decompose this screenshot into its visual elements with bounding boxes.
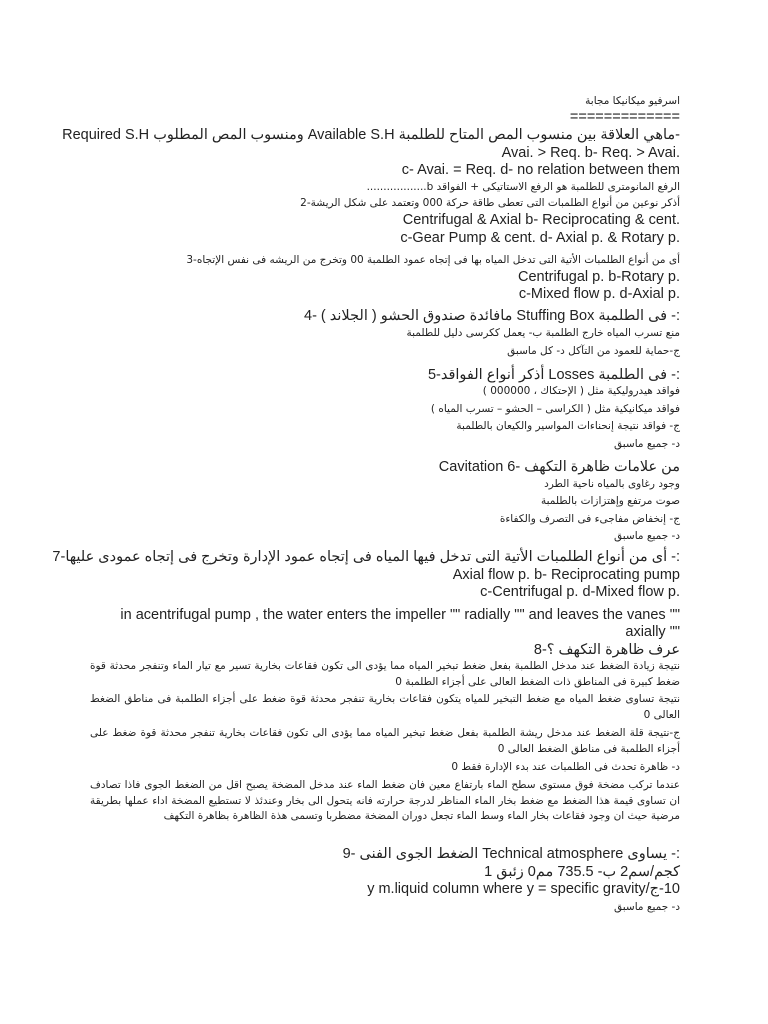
q6-option-c: ج- إنخفاض مفاجىء فى التصرف والكفاءة <box>499 513 680 525</box>
question-3: أى من أنواع الطلمبات الأتية التى تدخل المياه بها فى إتجاه عمود الطلمبة 00 وتخرج من الريشه فى نفس الإتجاه-3 <box>186 254 680 266</box>
question-7: :- أى من أنواع الطلمبات الأتية التى تدخل فيها المياه فى إتجاه عمود الإدارة وتخرج فى إتجاه عمودى عليها-7 <box>52 549 680 565</box>
q5-option-b: فواقد ميكانيكية مثل ( الكراسى – الحشو – تسرب المياه ) <box>430 403 680 415</box>
question-2: أذكر نوعين من أنواع الطلمبات التى تعطى طاقة حركة 000 وتعتمد على شكل الريشة-2 <box>300 197 680 209</box>
q1-options-cd: c- Avai. = Req. d- no relation between them <box>401 162 680 178</box>
q1-options-ab: Avai. > Req. b- Req. > Avai. <box>501 145 680 161</box>
question-9: :- يساوى Technical atmosphere الضغط الجوى الفنى -9 <box>342 846 680 862</box>
question-1: Required S.H ومنسوب المص المطلوب Available S.H ماهي العلاقة بين منسوب المص المتاح للطلمبة- <box>62 127 680 143</box>
doc-title: اسرفيو ميكانيكا مجابة <box>585 95 680 107</box>
q7-options-cd: c-Centrifugal p. d-Mixed flow p. <box>480 584 680 600</box>
q1-answer: ..................b الرفع المانومترى للطلمبة هو الرفع الاستاتيكى + الفواقد <box>366 181 680 193</box>
question-5: :- فى الطلمبة Losses أذكر أنواع الفواقد-5 <box>427 367 680 383</box>
q2-options-ab: Centrifugal & Axial b- Reciprocating & cent. <box>402 212 680 228</box>
q6-option-a: وجود رغاوى بالمياه ناحية الطرد <box>544 478 680 490</box>
question-8: عرف ظاهرة التكهف ؟-8 <box>533 642 680 658</box>
q4-option-cd: ج-حماية للعمود من التآكل د- كل ماسبق <box>507 345 680 357</box>
q7-options-ab: Axial flow p. b- Reciprocating pump <box>452 567 680 583</box>
q4-option-ab: منع تسرب المياه خارج الطلمبة ب- يعمل ككرسى دليل للطلمبة <box>406 327 680 339</box>
q5-option-c: ج- فواقد نتيجة إنحناءات المواسير والكيعان بالطلمبة <box>456 420 680 432</box>
q9-options-ab: كجم/سم2 ب- 735.5 مم0 زئبق 1 <box>484 864 680 880</box>
q3-options-ab: Centrifugal p. b-Rotary p. <box>518 269 680 285</box>
q9-option-c: 10-ج/y m.liquid column where y = specific gravity <box>367 881 680 897</box>
separator-line: ============= <box>569 109 680 125</box>
q8-explanation: عندما تركب مضخة فوق مستوى سطح الماء بارتفاع معين فان ضغط الماء عند مدخل المضخة يصبح اقل من الضغط الجوى فاذا تصادف ان تساوى قيمة هذا الضغط مع ضغط بخار الماء المناظر لدرجة حرارته فانه يتحول الى بخار وعندئذ لا تستطيع المضخة اداء عملها بطريقة مرضية حيث ان وجود فقاعات بخار الماء وسط الماء تجعل دوران المضخة مضطربا وتسمى هذة الظاهرة بظاهرة التكهف <box>90 779 680 822</box>
q5-option-d: د- جميع ماسبق <box>613 438 680 450</box>
q2-options-cd: c-Gear Pump & cent. d- Axial p. & Rotary p. <box>400 230 680 246</box>
q9-option-d: د- جميع ماسبق <box>613 901 680 913</box>
q8-option-d: د- ظاهرة تحدث فى الطلمبات عند بدء الإدارة فقط 0 <box>451 761 680 773</box>
q3-options-cd: c-Mixed flow p. d-Axial p. <box>518 286 680 302</box>
q8-option-a: نتيجة زيادة الضغط عند مدخل الطلمبة بفعل ضغط تبخير المياه مما يؤدى الى تكون فقاعات بخارية تسير مع تيار الماء وتنفجر محدثة قوة ضغط كبيرة فى المناطق ذات الضغط العالى على أجزاء الطلمبة 0 <box>90 660 680 688</box>
q8-option-b: نتيجة تساوى ضغط المياه مع ضغط التبخير للمياه يتكون فقاعات بخارية تنفجر محدثة قوة ضغط على أجزاء الطلمبة فى مناطق الضغط العالى 0 <box>90 693 680 721</box>
question-4: :- فى الطلمبة Stuffing Box مافائدة صندوق الحشو ( الجلاند ) -4 <box>303 308 680 324</box>
q8-option-c: ج-نتيجة قلة الضغط عند مدخل ريشة الطلمبة بفعل ضغط تبخير المياه مما يؤدى الى تكون فقاعات بخارية تنفجر محدثة قوة ضغط على أجزاء الطلمبة فى مناطق الضغط العالى 0 <box>90 727 680 755</box>
q7-note: in acentrifugal pump , the water enters the impeller "" radially "" and leaves the vanes "" axially "" <box>120 607 680 640</box>
question-6: Cavitation من علامات ظاهرة التكهف -6 <box>438 459 680 475</box>
q6-option-d: د- جميع ماسبق <box>613 530 680 542</box>
q6-option-b: صوت مرتفع وإهتزازات بالطلمبة <box>540 495 680 507</box>
q5-option-a: فواقد هيدروليكية مثل ( الإحتكاك ، 000000 ) <box>482 385 680 397</box>
